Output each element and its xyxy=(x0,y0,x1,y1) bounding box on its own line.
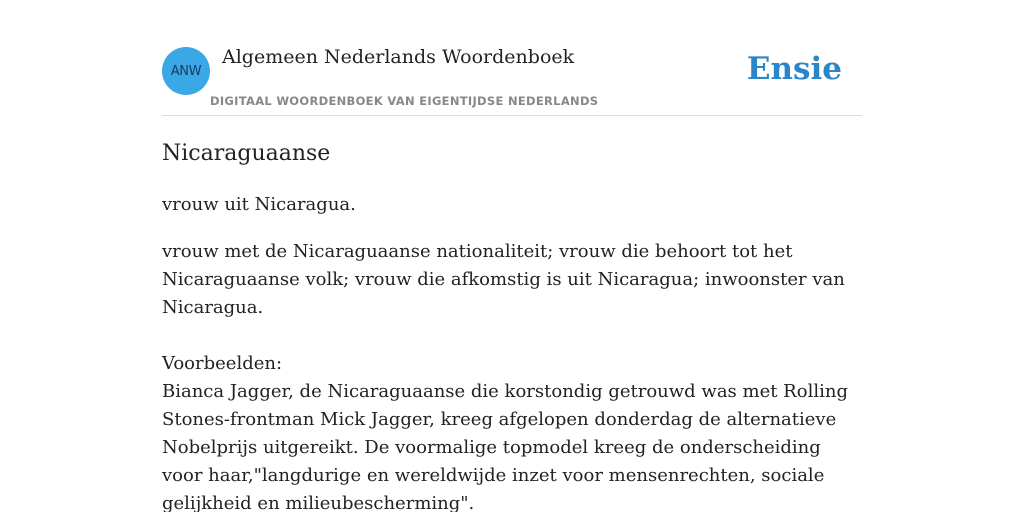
anw-logo[interactable] xyxy=(162,47,210,95)
logo-text: ANW xyxy=(170,63,202,79)
site-title[interactable]: Algemeen Nederlands Woordenboek xyxy=(222,46,575,68)
site-subtitle: DIGITAAL WOORDENBOEK VAN EIGENTIJDSE NEDERLANDS xyxy=(210,94,599,108)
examples-label: Voorbeelden: xyxy=(162,353,283,374)
entry-content xyxy=(162,136,862,512)
long-definition: vrouw met de Nicaraguaanse nationaliteit; vrouw die behoort tot het Nicaraguaanse volk; vrouw die afkomstig is uit Nicaragua; inwoonster van Nicaragua. xyxy=(162,241,845,318)
ensie-brand-link[interactable]: Ensie xyxy=(746,51,842,87)
example-text: Bianca Jagger, de Nicaraguaanse die korstondig getrouwd was met Rolling Stones-frontman Mick Jagger, kreeg afgelopen donderdag de alternatieve Nobelprijs uitgereikt. De voormalige topmodel kreeg de onderscheiding voor haar,"langdurige en wereldwijde inzet voor mensenrechten, sociale gelijkheid en milieubescherming". xyxy=(162,381,848,512)
site-header xyxy=(162,40,862,116)
headword: Nicaraguaanse xyxy=(162,141,331,166)
short-definition: vrouw uit Nicaragua. xyxy=(162,194,356,215)
